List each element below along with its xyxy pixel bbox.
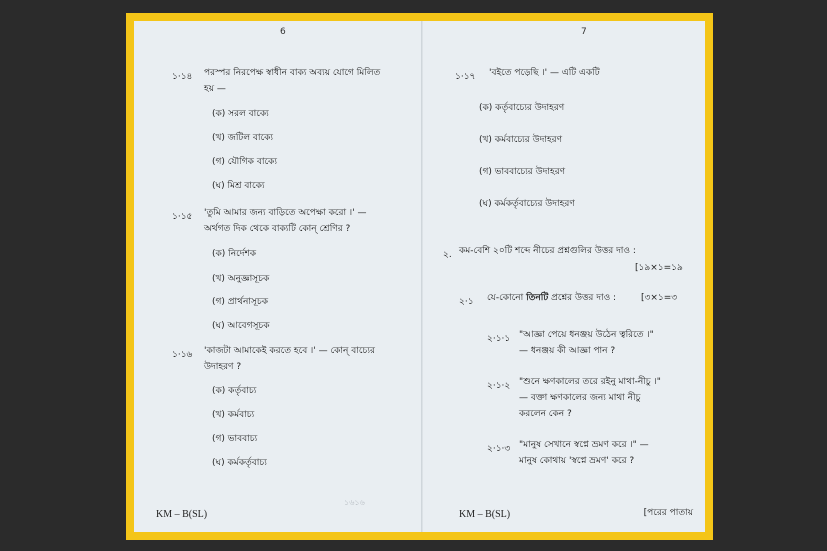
question-number: ১·১৪ — [172, 72, 193, 82]
option: (ঘ) কর্মকর্তৃবাচ্যের উদাহরণ — [479, 199, 575, 209]
question-number: ২·১·১ — [487, 334, 511, 344]
option: (ঘ) কর্মকর্তৃবাচ্য — [212, 458, 267, 468]
question-text: 'তুমি আমার জন্য বাড়িতে অপেক্ষা করো ।' — — [204, 208, 367, 218]
question-text: কম-বেশি ২০টি শব্দে নীচের প্রশ্নগুলির উত্তর দাও : — [459, 246, 636, 256]
option: (খ) অনুজ্ঞাসূচক — [212, 274, 270, 284]
question-text: "শুনে ক্ষণকালের তরে রইনু মাথা-নীচু ।" — [519, 377, 661, 387]
page-number: 7 — [581, 27, 587, 37]
option: (ঘ) আবেগসূচক — [212, 321, 270, 331]
question-number: ১·১৫ — [172, 212, 193, 222]
option: (খ) জটিল বাক্যে — [212, 133, 274, 143]
left-page — [134, 21, 421, 532]
photo-frame — [126, 13, 713, 540]
question-text: করলেন কেন ? — [519, 409, 572, 419]
question-text: মানুষ কোথায় 'স্বপ্নে ভ্রমণ' করে ? — [519, 456, 635, 466]
right-page — [423, 21, 705, 532]
question-text: "মানুষ সেখানে স্বপ্নে ভ্রমণ করে ।" — — [519, 440, 649, 450]
question-text: পরস্পর নিরপেক্ষ স্বাধীন বাক্য অব্যয় যোগে মিলিত — [204, 68, 381, 78]
option: (ক) সরল বাক্যে — [212, 109, 269, 119]
question-text: 'বইতে পড়েছি ।' — এটি একটি — [489, 68, 600, 78]
page-number: 6 — [280, 27, 286, 37]
question-text: অর্থগত দিক থেকে বাক্যটি কোন্ শ্রেণির ? — [204, 224, 351, 234]
marks: [৩×১=৩ — [641, 293, 678, 303]
option: (ঘ) মিশ্র বাক্যে — [212, 181, 265, 191]
option: (গ) প্রার্থনাসূচক — [212, 297, 269, 307]
question-text: "আজ্ঞা পেয়ে ধনঞ্জয় উঠেন ত্বরিতে ।" — [519, 330, 654, 340]
faint-bleed-mark: ১৬১৬ — [344, 498, 365, 507]
paper-code: KM – B(SL) — [459, 509, 511, 520]
question-text: যে-কোনো তিনটি প্রশ্নের উত্তর দাও : — [487, 293, 617, 303]
option: (গ) যৌগিক বাক্যে — [212, 157, 277, 167]
question-number: ১·১৬ — [172, 350, 193, 360]
option: (খ) কর্মবাচ্যের উদাহরণ — [479, 135, 563, 145]
exam-booklet-spread — [134, 21, 705, 532]
option: (গ) ভাববাচ্য — [212, 434, 258, 444]
option: (ক) কর্তৃবাচ্যের উদাহরণ — [479, 103, 565, 113]
question-text: 'কাজটা আমাকেই করতে হবে ।' — কোন্ বাচ্যের — [204, 346, 375, 356]
marks: [১৯×১=১৯ — [635, 263, 683, 273]
question-number: ২·১·২ — [487, 381, 511, 391]
option: (ক) কর্তৃবাচ্য — [212, 386, 257, 396]
continued-next-page: [পরের পাতায় — [643, 508, 693, 518]
question-text: হয় — — [204, 84, 226, 94]
question-text: উদাহরণ ? — [204, 362, 242, 372]
question-text: — ধনঞ্জয় কী আজ্ঞা পান ? — [519, 346, 616, 356]
option: (গ) ভাববাচ্যের উদাহরণ — [479, 167, 566, 177]
paper-code: KM – B(SL) — [156, 509, 208, 520]
option: (ক) নির্দেশক — [212, 249, 257, 259]
question-number: ২·১ — [459, 297, 474, 307]
option: (খ) কর্মবাচ্য — [212, 410, 255, 420]
question-number: ২·১·৩ — [487, 444, 511, 454]
question-number: ১·১৭ — [455, 72, 476, 82]
question-number: ২. — [443, 250, 452, 260]
question-text: — বক্তা ক্ষণকালের জন্য মাথা নীচু — [519, 393, 641, 403]
